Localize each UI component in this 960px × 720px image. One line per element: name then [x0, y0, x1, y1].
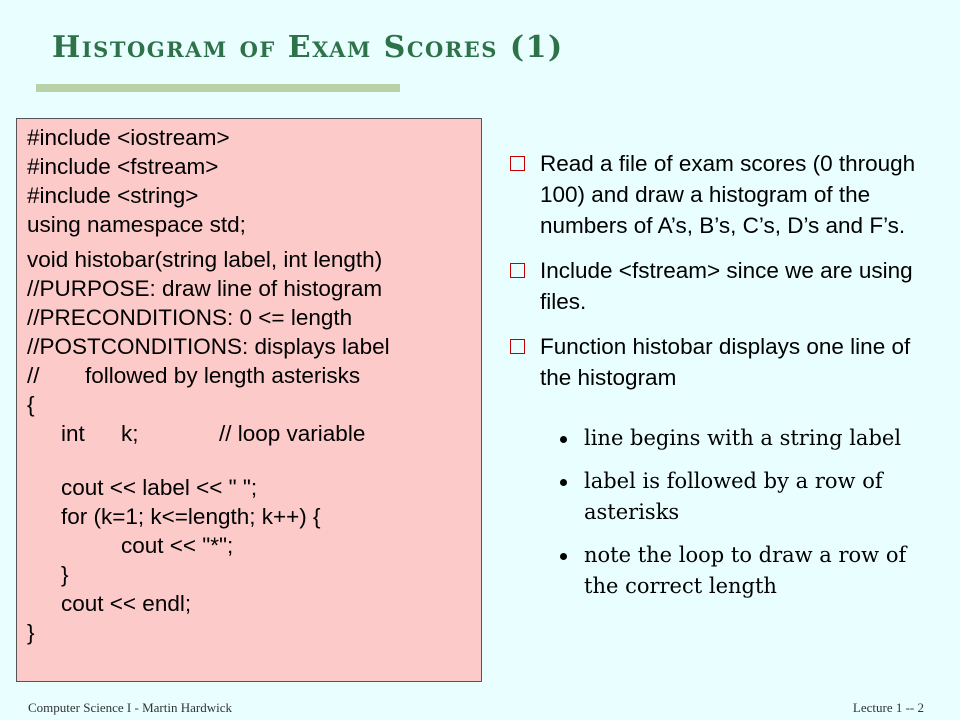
sub-bullet-text: note the loop to draw a row of the correct length	[584, 543, 907, 598]
sub-bullet-text: line begins with a string label	[584, 426, 902, 450]
code-token: followed by length asterisks	[85, 363, 361, 388]
code-token: int	[61, 421, 85, 446]
code-block	[16, 118, 482, 682]
sub-bullet-item	[508, 423, 940, 454]
code-line: cout << endl;	[61, 591, 192, 616]
code-token: k;	[121, 421, 139, 446]
code-line: #include <iostream>	[27, 125, 230, 150]
code-line: //PURPOSE: draw line of histogram	[27, 276, 383, 301]
code-line: #include <string>	[27, 183, 199, 208]
code-line: //PRECONDITIONS: 0 <= length	[27, 305, 353, 330]
code-line: }	[61, 562, 69, 587]
code-line: cout << label << " ";	[61, 475, 258, 500]
sub-bullet-item	[508, 466, 940, 528]
code-line: for (k=1; k<=length; k++) {	[61, 504, 321, 529]
footer-page: Lecture 1 -- 2	[852, 700, 924, 715]
dot-bullet-icon	[560, 436, 567, 443]
dot-bullet-icon	[560, 479, 567, 486]
title-underline	[36, 84, 400, 92]
checkbox-bullet-icon	[510, 156, 525, 171]
code-line: //POSTCONDITIONS: displays label	[27, 334, 390, 359]
code-line: }	[27, 620, 35, 645]
footer-course: Computer Science I - Martin Hardwick	[28, 700, 232, 715]
bullet-text: Include <fstream> since we are using files.	[540, 258, 913, 314]
dot-bullet-icon	[560, 553, 567, 560]
bullet-list	[508, 148, 940, 614]
bullet-text: Read a file of exam scores (0 through 100) and draw a histogram of the numbers of A’s, B’s, C’s, D’s and F’s.	[540, 151, 916, 238]
sub-bullet-text: label is followed by a row of asterisks	[584, 469, 883, 524]
code-token: //	[27, 363, 40, 388]
code-line: #include <fstream>	[27, 154, 219, 179]
sub-bullet-item	[508, 540, 940, 602]
bullet-item	[508, 331, 940, 393]
code-line: {	[27, 392, 35, 417]
code-line	[27, 361, 481, 390]
code-line: void histobar(string label, int length)	[27, 247, 383, 272]
bullet-text: Function histobar displays one line of the histogram	[540, 334, 911, 390]
code-line: cout << "*";	[121, 533, 234, 558]
code-line: using namespace std;	[27, 212, 246, 237]
bullet-item	[508, 148, 940, 241]
code-token: // loop variable	[219, 421, 366, 446]
bullet-item	[508, 255, 940, 317]
checkbox-bullet-icon	[510, 339, 525, 354]
checkbox-bullet-icon	[510, 263, 525, 278]
slide-title: Histogram of Exam Scores (1)	[52, 30, 564, 65]
code-line	[27, 419, 481, 448]
